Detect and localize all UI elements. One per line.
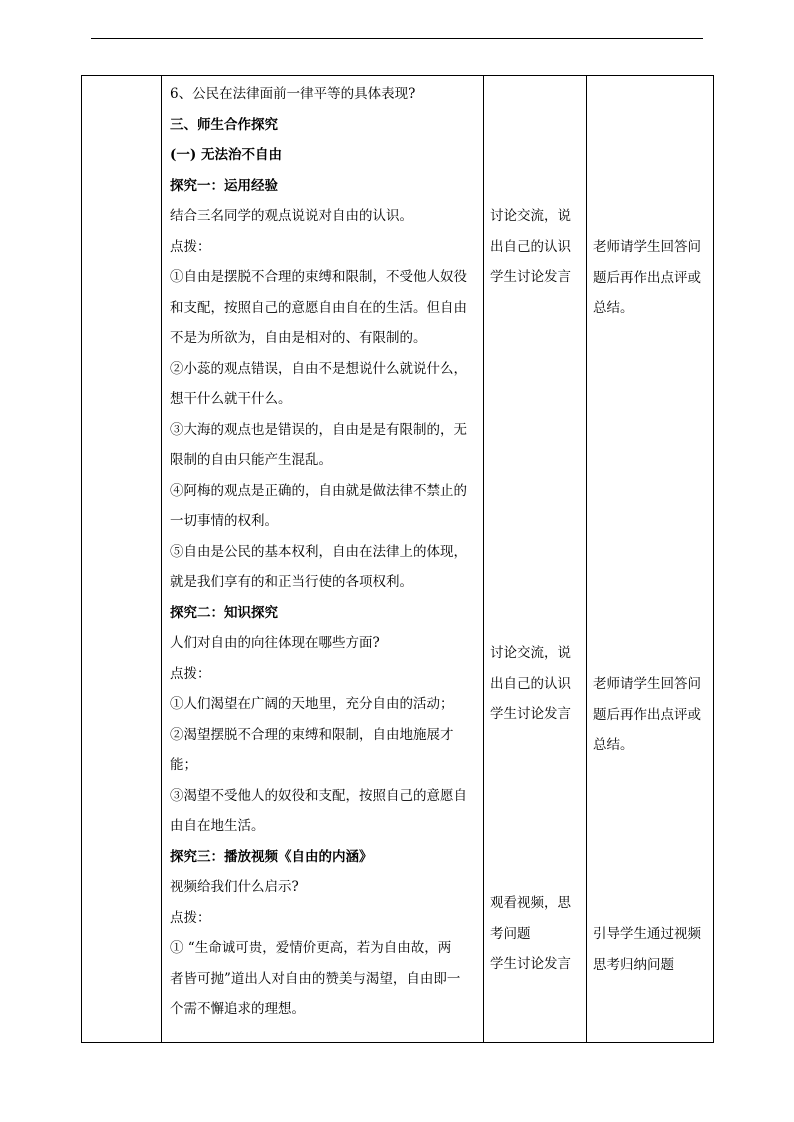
teacher-note-line: 题后再作出点评或 (593, 706, 701, 723)
content-line: 者皆可抛”道出人对自由的赞美与渴望，自由即一 (170, 970, 461, 987)
student-activity-line: 观看视频，思 (490, 895, 571, 911)
content-line: 人们对自由的向往体现在哪些方面? (170, 635, 380, 651)
content-line: 想干什么就干什么。 (170, 391, 292, 407)
student-activity-block (490, 201, 582, 293)
content-line: 个需不懈追求的理想。 (170, 1001, 305, 1017)
teacher-note-line: 题后再作出点评或 (593, 269, 701, 286)
content-line: 6、公民在法律面前一律平等的具体表现? (170, 86, 416, 102)
teacher-note-line: 总结。 (593, 737, 634, 753)
teacher-note-line: 老师请学生回答问 (593, 239, 701, 255)
content-line: 点拨： (170, 238, 211, 255)
content-line: ②渴望摆脱不合理的束缚和限制，自由地施展才 (170, 726, 454, 743)
teacher-note-block (593, 919, 711, 980)
content-line: 不是为所欲为，自由是相对的、有限制的。 (170, 330, 427, 346)
teacher-note-line: 总结。 (593, 300, 634, 316)
section-heading: 三、师生合作探究 (170, 116, 278, 133)
content-line: 限制的自由只能产生混乱。 (170, 452, 332, 468)
column-divider (586, 76, 587, 1042)
header-rule (91, 38, 703, 39)
content-line: ③渴望不受他人的奴役和支配，按照自己的意愿自 (170, 787, 467, 804)
content-line: ①人们渴望在广阔的天地里，充分自由的活动； (170, 696, 454, 712)
student-activity-line: 讨论交流，说 (490, 645, 571, 661)
content-line: ②小蕊的观点错误，自由不是想说什么就说什么， (170, 360, 467, 377)
student-activity-line: 考问题 (490, 925, 531, 942)
content-line: 视频给我们什么启示? (170, 879, 299, 895)
content-line: ④阿梅的观点是正确的，自由就是做法律不禁止的 (170, 482, 467, 499)
student-activity-line: 学生讨论发言 (490, 706, 571, 722)
content-line: 一切事情的权利。 (170, 513, 278, 529)
teacher-note-line: 老师请学生回答问 (593, 676, 701, 692)
content-line: 和支配，按照自己的意愿自由自在的生活。但自由 (170, 299, 467, 316)
student-activity-block (490, 638, 582, 730)
content-line: ③大海的观点也是错误的，自由是是有限制的，无 (170, 421, 467, 438)
section-heading: (一) 无法治不自由 (170, 147, 282, 163)
content-line: 点拨： (170, 909, 211, 926)
student-activity-line: 讨论交流，说 (490, 208, 571, 224)
content-line: ⑤自由是公民的基本权利，自由在法律上的体现， (170, 543, 467, 560)
content-line: 由自在地生活。 (170, 818, 265, 834)
content-line: ① “生命诚可贵，爱情价更高，若为自由故，两 (170, 940, 452, 956)
teacher-note-line: 引导学生通过视频 (593, 926, 701, 942)
student-activity-line: 出自己的认识 (490, 675, 571, 692)
content-line: 点拨： (170, 665, 211, 682)
section-heading: 探究三：播放视频《自由的内涵》 (170, 848, 373, 865)
student-activity-line: 学生讨论发言 (490, 269, 571, 285)
section-heading: 探究一：运用经验 (170, 177, 278, 194)
column-divider (161, 76, 162, 1042)
teacher-note-line: 思考归纳问题 (593, 956, 674, 973)
lesson-table (81, 75, 714, 1043)
content-line: 能； (170, 757, 197, 773)
content-line: 结合三名同学的观点说说对自由的认识。 (170, 208, 413, 224)
teacher-note-block (593, 669, 711, 761)
content-line: 就是我们享有的和正当行使的各项权利。 (170, 574, 413, 590)
section-heading: 探究二：知识探究 (170, 604, 278, 621)
content-line: ①自由是摆脱不合理的束缚和限制，不受他人奴役 (170, 269, 467, 285)
student-activity-block (490, 888, 582, 980)
teaching-content-column (170, 79, 476, 1025)
student-activity-line: 出自己的认识 (490, 238, 571, 255)
student-activity-line: 学生讨论发言 (490, 956, 571, 972)
teacher-note-block (593, 232, 711, 324)
column-divider (483, 76, 484, 1042)
